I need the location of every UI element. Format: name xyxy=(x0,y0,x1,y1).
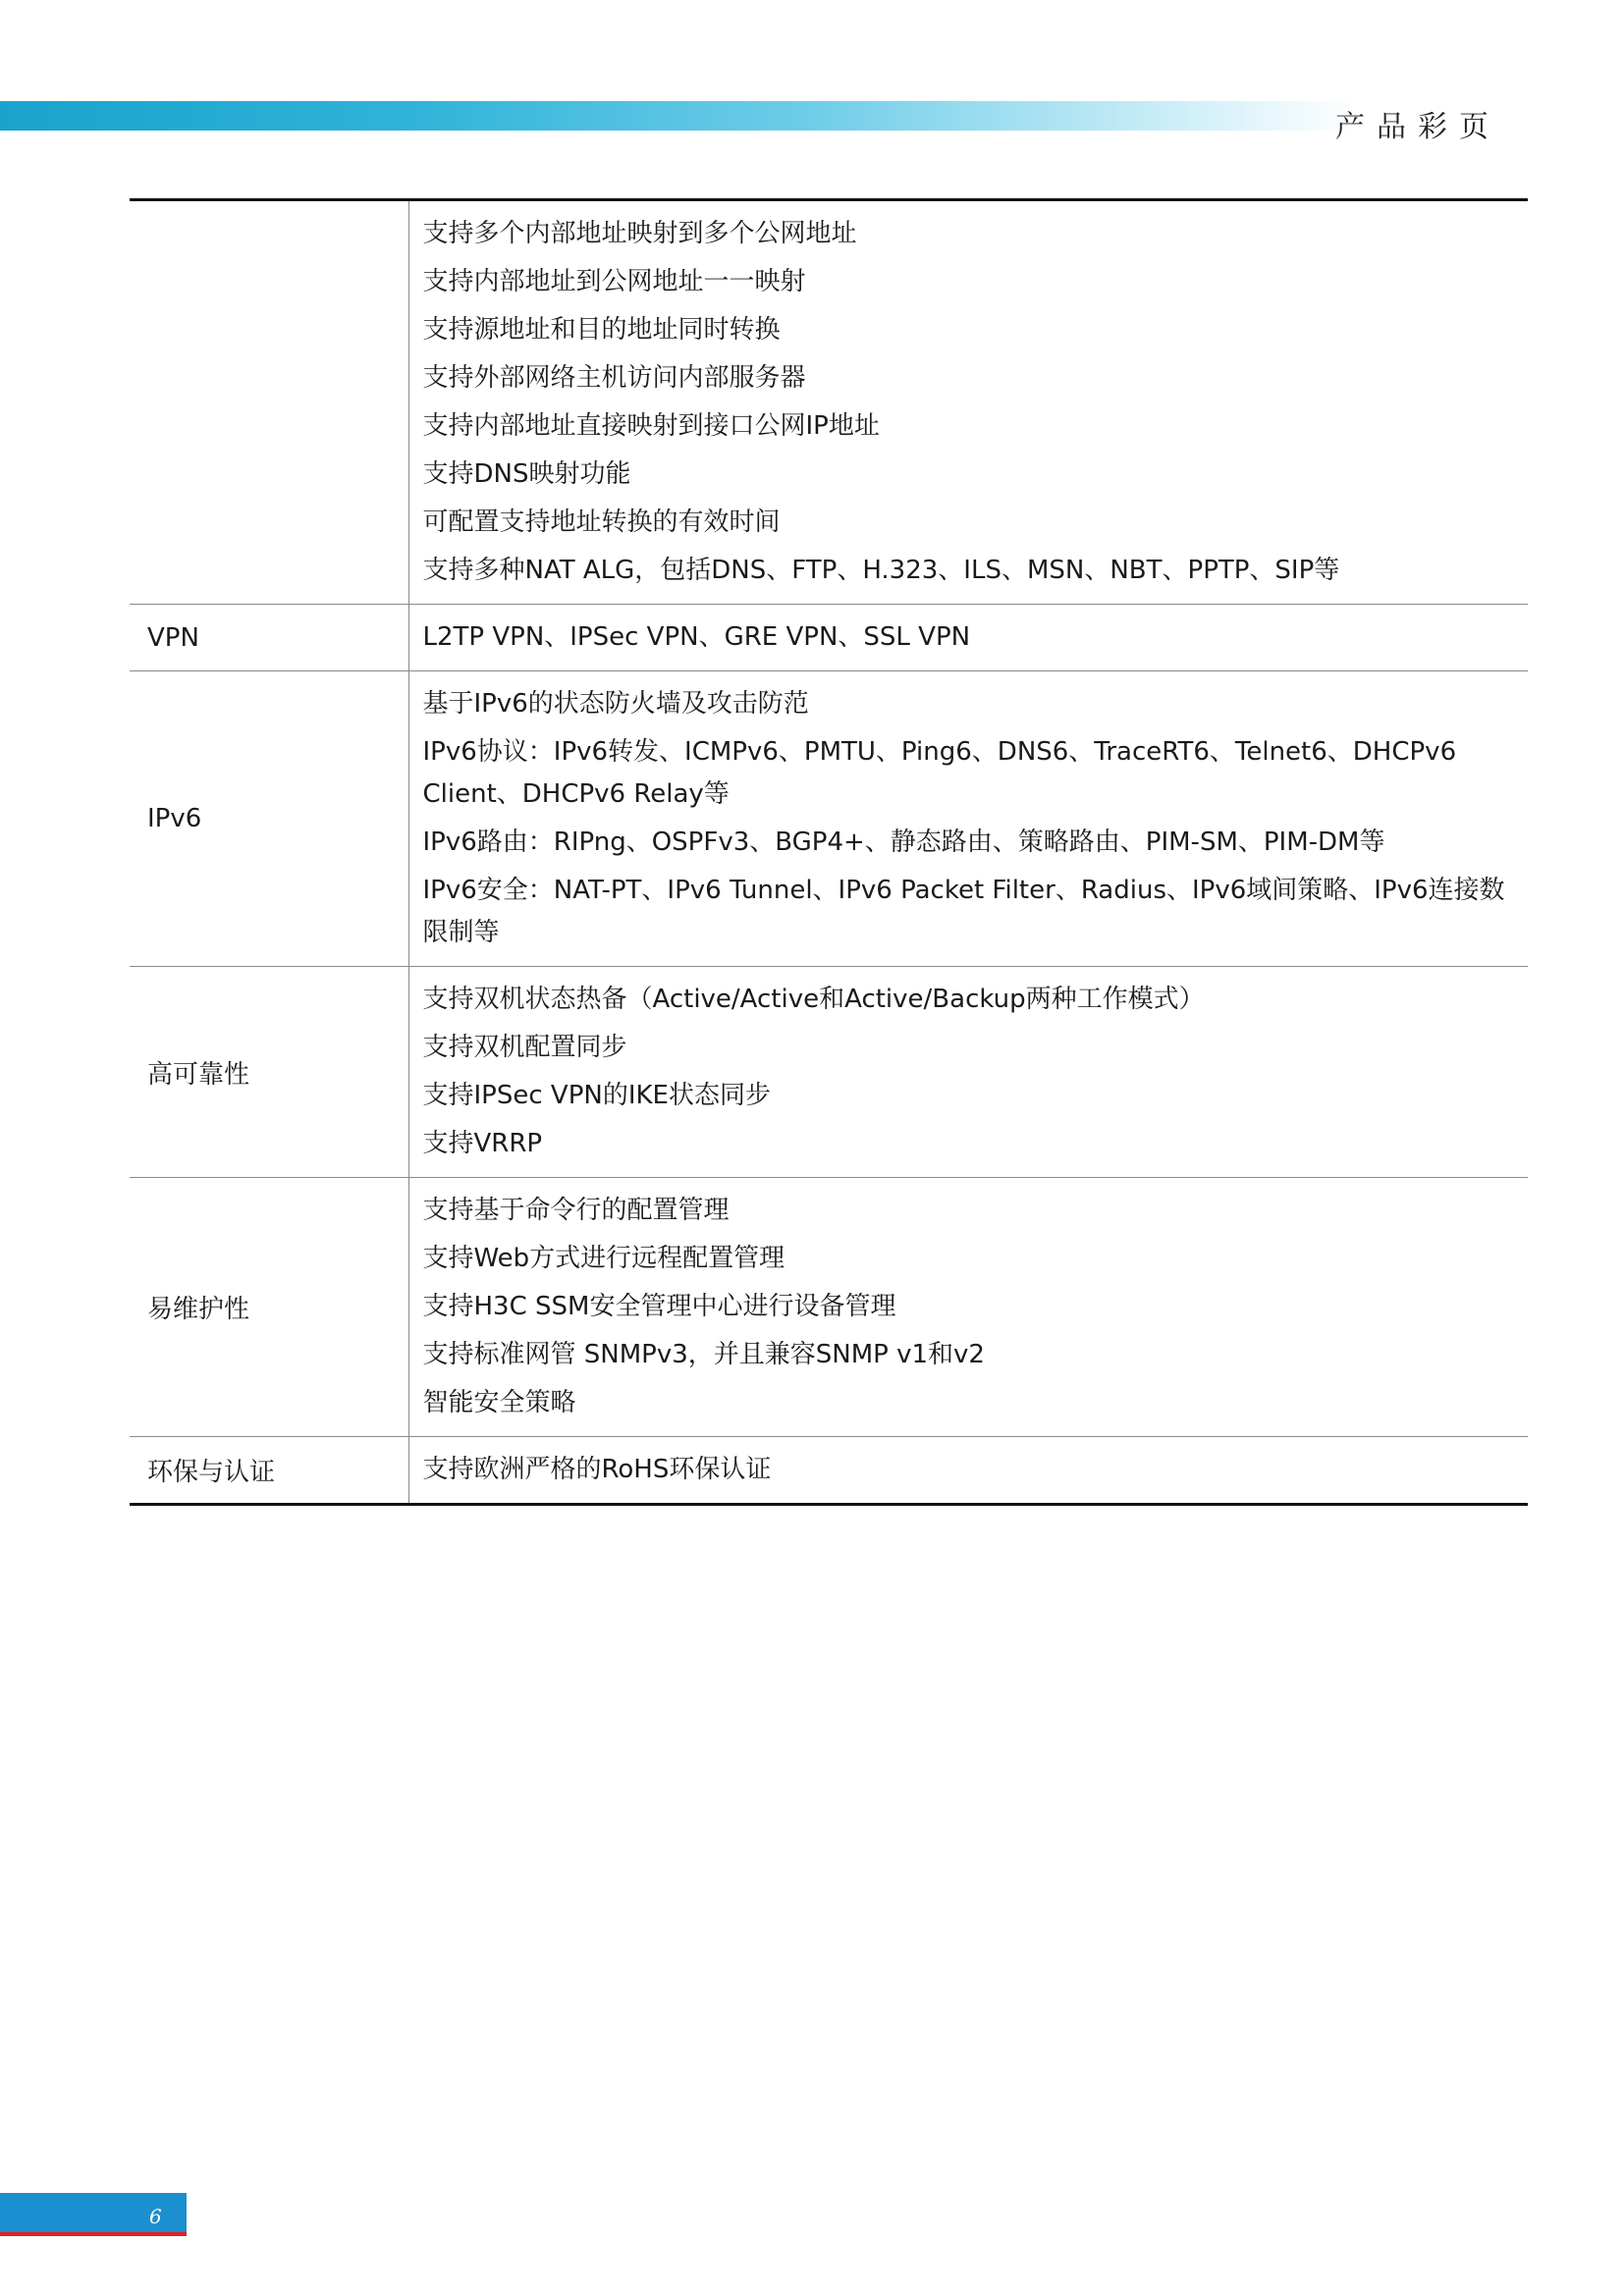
category-cell: 易维护性 xyxy=(147,1295,250,1324)
feature-item: IPv6路由：RIPng、OSPFv3、BGP4+、静态路由、策略路由、PIM-SM、PIM-DM等 xyxy=(422,828,1385,857)
feature-item: 支持Web方式进行远程配置管理 xyxy=(422,1244,785,1273)
feature-item: 基于IPv6的状态防火墙及攻击防范 xyxy=(422,689,809,719)
category-cell: 高可靠性 xyxy=(147,1059,250,1090)
features-cell xyxy=(408,671,1528,967)
feature-item: 支持内部地址到公网地址一一映射 xyxy=(422,267,806,296)
feature-item: 支持标准网管 SNMPv3，并且兼容SNMP v1和v2 xyxy=(422,1340,985,1369)
page-number-tab-accent xyxy=(0,2232,187,2236)
feature-item: 可配置支持地址转换的有效时间 xyxy=(422,507,781,537)
category-cell: VPN xyxy=(147,622,199,653)
table-row xyxy=(130,200,1528,605)
feature-item: 支持双机状态热备（Active/Active和Active/Backup两种工作模式） xyxy=(422,985,1205,1014)
feature-item: L2TP VPN、IPSec VPN、GRE VPN、SSL VPN xyxy=(422,622,971,652)
features-cell xyxy=(408,1437,1528,1505)
features-cell xyxy=(408,1178,1528,1437)
feature-item: 支持DNS映射功能 xyxy=(422,459,631,489)
table-row xyxy=(130,967,1528,1178)
feature-item: 支持源地址和目的地址同时转换 xyxy=(422,315,781,345)
features-cell xyxy=(408,605,1528,671)
table-row xyxy=(130,1178,1528,1437)
header-color-band xyxy=(0,101,1355,131)
feature-item: 支持多种NAT ALG，包括DNS、FTP、H.323、ILS、MSN、NBT、PPTP、SIP等 xyxy=(422,556,1340,585)
features-cell xyxy=(408,967,1528,1178)
feature-item: IPv6协议：IPv6转发、ICMPv6、PMTU、Ping6、DNS6、TraceRT6、Telnet6、DHCPv6 Client、DHCPv6 Relay等 xyxy=(422,737,1457,809)
feature-item: 支持多个内部地址映射到多个公网地址 xyxy=(422,219,857,248)
feature-item: 支持外部网络主机访问内部服务器 xyxy=(422,363,806,393)
feature-item: 智能安全策略 xyxy=(422,1388,576,1417)
feature-item: 支持H3C SSM安全管理中心进行设备管理 xyxy=(422,1292,896,1321)
feature-item: 支持VRRP xyxy=(422,1129,543,1158)
feature-item: IPv6安全：NAT-PT、IPv6 Tunnel、IPv6 Packet Filter、Radius、IPv6域间策略、IPv6连接数限制等 xyxy=(422,876,1505,947)
table-row xyxy=(130,671,1528,967)
spec-table xyxy=(130,198,1528,1506)
feature-item: 支持双机配置同步 xyxy=(422,1033,627,1062)
feature-item: 支持IPSec VPN的IKE状态同步 xyxy=(422,1081,771,1110)
feature-item: 支持欧洲严格的RoHS环保认证 xyxy=(422,1455,772,1484)
category-cell: 环保与认证 xyxy=(147,1458,276,1487)
features-cell xyxy=(408,200,1528,605)
page-header-title: 产品彩页 xyxy=(1335,110,1500,144)
page-number: 6 xyxy=(149,2205,162,2228)
feature-item: 支持基于命令行的配置管理 xyxy=(422,1196,730,1225)
feature-item: 支持内部地址直接映射到接口公网IP地址 xyxy=(422,411,880,441)
category-cell: IPv6 xyxy=(147,804,202,833)
table-row xyxy=(130,605,1528,671)
table-row xyxy=(130,1437,1528,1505)
category-cell xyxy=(130,200,408,605)
